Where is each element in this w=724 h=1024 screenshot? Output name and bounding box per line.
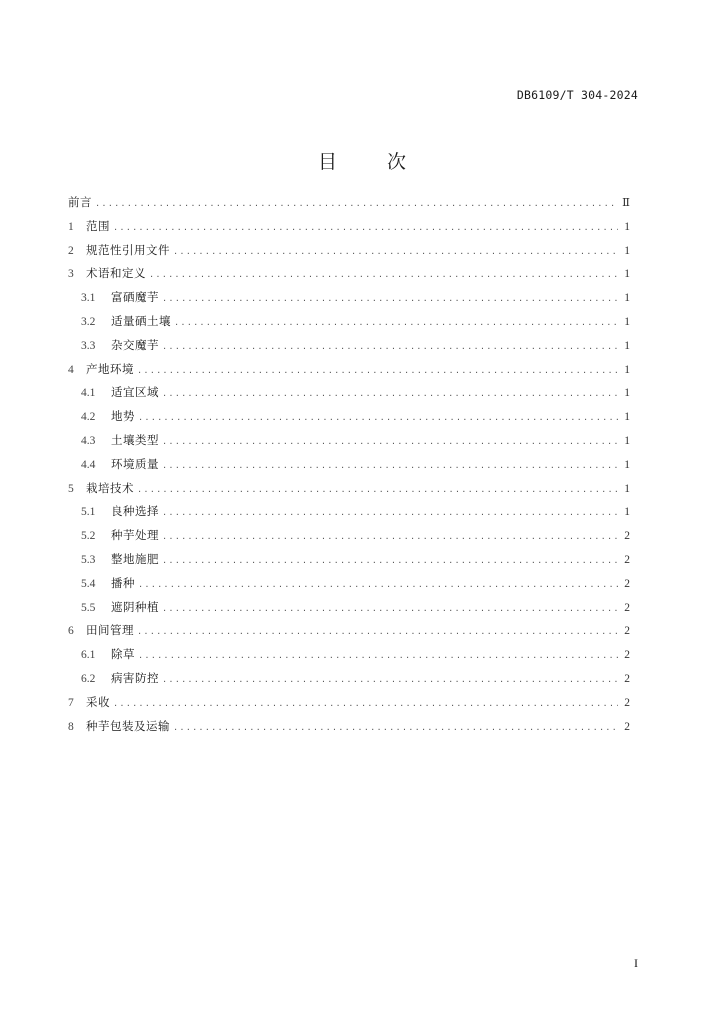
toc-entry-label: 除草 bbox=[111, 647, 135, 662]
page-title: 目 次 bbox=[317, 150, 429, 173]
toc-entry-number: 4.4 bbox=[81, 458, 96, 471]
toc-entry-number: 5.2 bbox=[81, 530, 96, 543]
toc-entry[interactable] bbox=[68, 265, 630, 289]
toc-dot-leader bbox=[139, 410, 618, 426]
toc-entry-page: 1 bbox=[624, 292, 630, 305]
toc-entry-label: 遮阴种植 bbox=[111, 599, 159, 614]
toc-entry-page: 2 bbox=[624, 625, 630, 638]
toc-dot-leader bbox=[163, 529, 618, 545]
toc-entry-label: 范围 bbox=[86, 218, 110, 233]
toc-entry-page: 2 bbox=[624, 696, 630, 709]
toc-entry[interactable] bbox=[68, 503, 630, 527]
toc-entry-label: 良种选择 bbox=[111, 504, 159, 519]
toc-entry-number: 4.1 bbox=[81, 387, 96, 400]
toc-entry-page: 1 bbox=[624, 339, 630, 352]
toc-entry-label: 整地施肥 bbox=[111, 551, 159, 566]
toc-entry[interactable] bbox=[68, 527, 630, 551]
toc-entry-label: 病害防控 bbox=[111, 670, 159, 685]
toc-entry-page: 1 bbox=[624, 268, 630, 281]
toc-entry[interactable] bbox=[68, 670, 630, 694]
toc-entry[interactable] bbox=[68, 313, 630, 337]
toc-dot-leader bbox=[96, 196, 618, 212]
toc-entry-number: 8 bbox=[68, 720, 74, 733]
toc-entry-number: 3 bbox=[68, 268, 74, 281]
toc-entry-label: 富硒魔芋 bbox=[111, 290, 159, 305]
toc-entry-number: 3.3 bbox=[81, 339, 96, 352]
toc-dot-leader bbox=[139, 577, 618, 593]
toc-entry-number: 6 bbox=[68, 625, 74, 638]
toc-entry-number: 4.3 bbox=[81, 434, 96, 447]
toc-entry[interactable] bbox=[68, 646, 630, 670]
toc-entry-number: 5 bbox=[68, 482, 74, 495]
toc-dot-leader bbox=[174, 244, 618, 260]
toc-entry-page: 1 bbox=[624, 363, 630, 376]
toc-entry-page: 1 bbox=[624, 244, 630, 257]
toc-dot-leader bbox=[163, 458, 618, 474]
toc-entry-number: 5.3 bbox=[81, 553, 96, 566]
toc-entry[interactable] bbox=[68, 480, 630, 504]
toc-entry[interactable] bbox=[68, 694, 630, 718]
toc-entry-number: 6.1 bbox=[81, 649, 96, 662]
toc-entry-page: 2 bbox=[624, 553, 630, 566]
toc-entry[interactable] bbox=[68, 218, 630, 242]
toc-entry-page: 1 bbox=[624, 411, 630, 424]
toc-entry-label: 产地环境 bbox=[86, 361, 134, 376]
toc-entry[interactable] bbox=[68, 289, 630, 313]
toc-entry-label: 适宜区域 bbox=[111, 385, 159, 400]
toc-entry-number: 6.2 bbox=[81, 672, 96, 685]
toc-entry-number: 4 bbox=[68, 363, 74, 376]
toc-entry-page: 2 bbox=[624, 530, 630, 543]
toc-entry[interactable] bbox=[68, 599, 630, 623]
toc-entry-label: 种芋包装及运输 bbox=[86, 718, 170, 733]
toc-entry-number: 5.1 bbox=[81, 506, 96, 519]
toc-entry-page: 1 bbox=[624, 434, 630, 447]
toc-dot-leader bbox=[138, 624, 618, 640]
toc-entry-number: 4.2 bbox=[81, 411, 96, 424]
toc-entry-page: 1 bbox=[624, 220, 630, 233]
toc-entry-number: 2 bbox=[68, 244, 74, 257]
toc-entry-page: 1 bbox=[624, 315, 630, 328]
toc-entry[interactable] bbox=[68, 432, 630, 456]
toc-entry-label: 术语和定义 bbox=[86, 266, 146, 281]
toc-entry-page: 1 bbox=[624, 387, 630, 400]
toc-entry[interactable] bbox=[68, 384, 630, 408]
toc-entry[interactable] bbox=[68, 718, 630, 742]
toc-dot-leader bbox=[150, 267, 618, 283]
toc-entry-number: 3.2 bbox=[81, 315, 96, 328]
toc-dot-leader bbox=[175, 315, 618, 331]
toc-dot-leader bbox=[163, 672, 618, 688]
toc-entry[interactable] bbox=[68, 337, 630, 361]
toc-dot-leader bbox=[139, 648, 618, 664]
toc-entry-number: 7 bbox=[68, 696, 74, 709]
toc-dot-leader bbox=[163, 505, 618, 521]
toc-entry[interactable] bbox=[68, 575, 630, 599]
toc-entry[interactable] bbox=[68, 194, 630, 218]
toc-entry-page: 2 bbox=[624, 601, 630, 614]
toc-entry-page: Ⅱ bbox=[622, 197, 630, 209]
toc-entry-label: 采收 bbox=[86, 694, 110, 709]
table-of-contents bbox=[68, 194, 630, 741]
toc-dot-leader bbox=[163, 386, 618, 402]
page-number: I bbox=[634, 956, 638, 970]
toc-entry[interactable] bbox=[68, 361, 630, 385]
toc-entry-page: 1 bbox=[624, 506, 630, 519]
toc-entry-label: 适量硒土壤 bbox=[111, 313, 171, 328]
toc-entry-label: 环境质量 bbox=[111, 456, 159, 471]
toc-dot-leader bbox=[163, 434, 618, 450]
toc-dot-leader bbox=[163, 339, 618, 355]
toc-entry-label: 前言 bbox=[68, 195, 92, 209]
toc-entry-page: 2 bbox=[624, 720, 630, 733]
toc-entry-label: 规范性引用文件 bbox=[86, 242, 170, 257]
toc-entry-page: 1 bbox=[624, 458, 630, 471]
toc-entry-label: 播种 bbox=[111, 575, 135, 590]
toc-entry-label: 种芋处理 bbox=[111, 528, 159, 543]
toc-entry-number: 5.5 bbox=[81, 601, 96, 614]
toc-entry-label: 杂交魔芋 bbox=[111, 337, 159, 352]
toc-dot-leader bbox=[163, 291, 618, 307]
toc-dot-leader bbox=[174, 720, 618, 736]
toc-entry-number: 5.4 bbox=[81, 577, 96, 590]
toc-entry[interactable] bbox=[68, 408, 630, 432]
toc-entry-number: 1 bbox=[68, 220, 74, 233]
toc-dot-leader bbox=[114, 696, 618, 712]
toc-entry-page: 2 bbox=[624, 672, 630, 685]
toc-entry[interactable] bbox=[68, 551, 630, 575]
toc-entry-label: 地势 bbox=[111, 409, 135, 424]
document-code: DB6109/T 304-2024 bbox=[516, 88, 638, 102]
toc-dot-leader bbox=[163, 553, 618, 569]
toc-entry-label: 田间管理 bbox=[86, 623, 134, 638]
toc-entry[interactable] bbox=[68, 456, 630, 480]
toc-entry-number: 3.1 bbox=[81, 292, 96, 305]
toc-entry[interactable] bbox=[68, 622, 630, 646]
toc-entry-label: 土壤类型 bbox=[111, 432, 159, 447]
toc-dot-leader bbox=[138, 363, 618, 379]
toc-dot-leader bbox=[138, 482, 618, 498]
toc-entry-page: 1 bbox=[624, 482, 630, 495]
toc-entry[interactable] bbox=[68, 242, 630, 266]
toc-entry-page: 2 bbox=[624, 649, 630, 662]
toc-entry-label: 栽培技术 bbox=[86, 480, 134, 495]
toc-dot-leader bbox=[163, 601, 618, 617]
toc-entry-page: 2 bbox=[624, 577, 630, 590]
toc-dot-leader bbox=[114, 220, 618, 236]
